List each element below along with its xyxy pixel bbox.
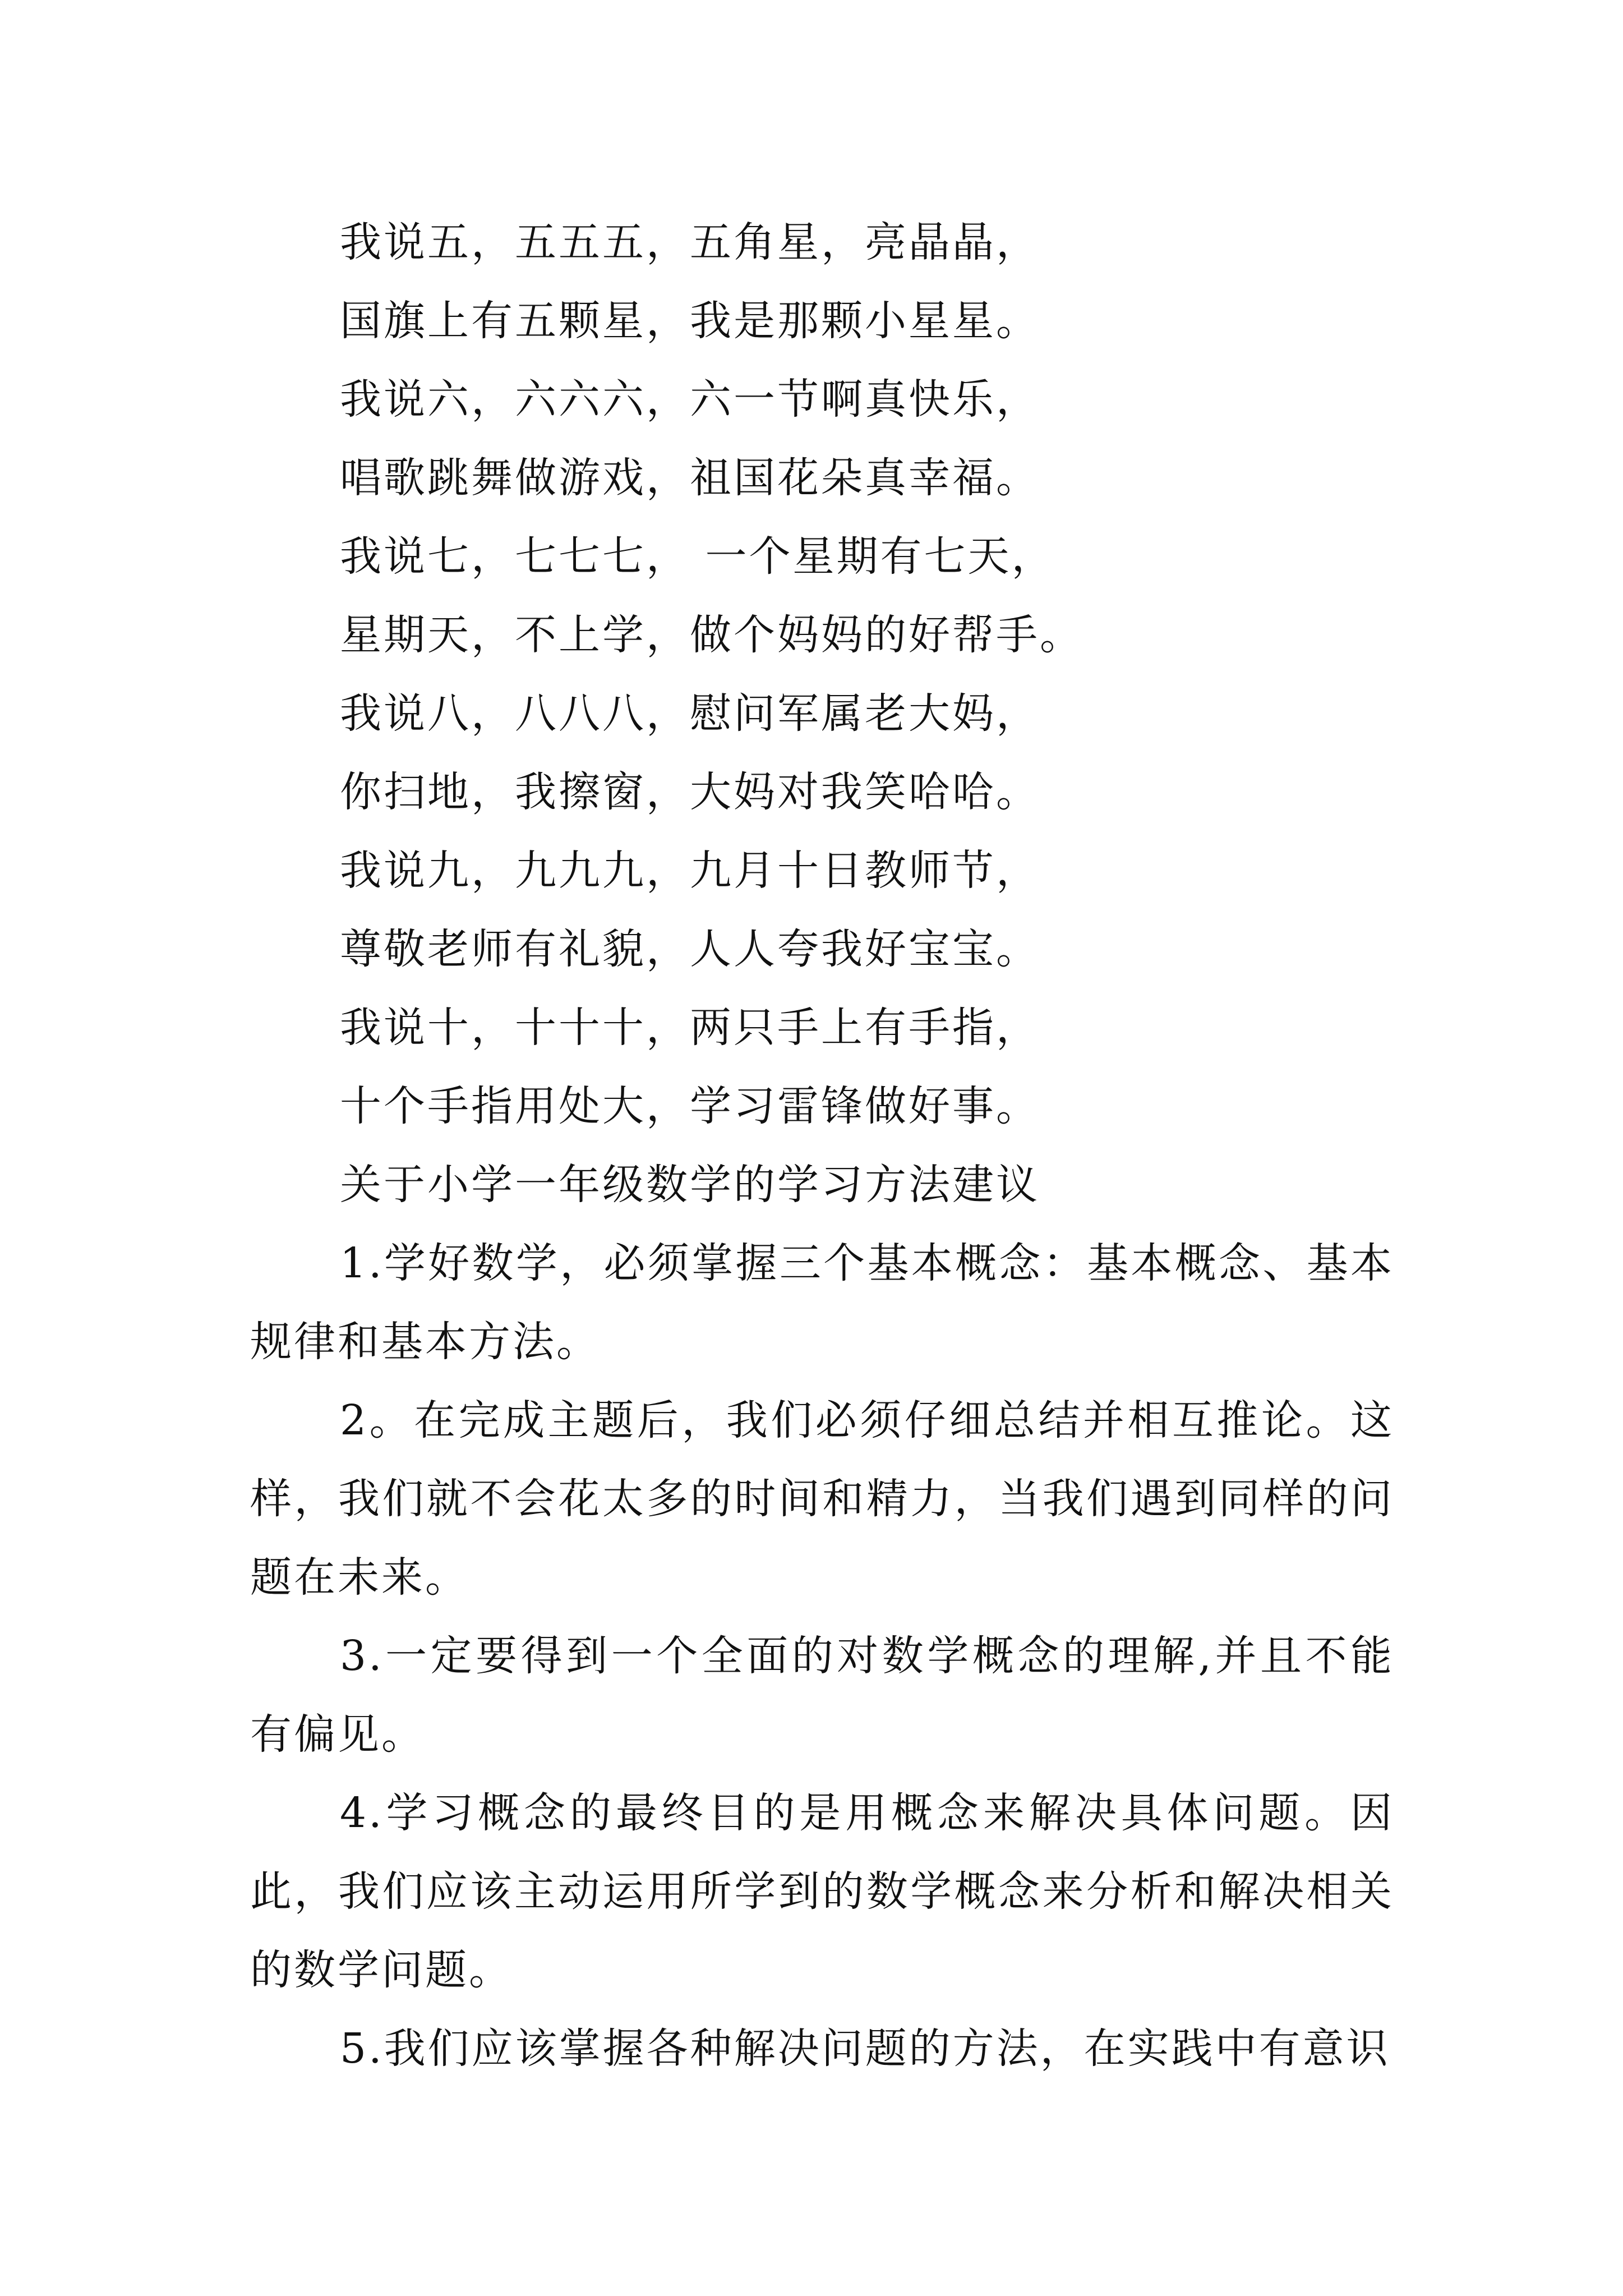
document-body [250, 203, 1394, 2088]
rhyme-block [250, 203, 1394, 1145]
paragraph-list [250, 1224, 1394, 2088]
rhyme-line: 我说七，七七七， 一个星期有七天， [340, 532, 1055, 581]
rhyme-line: 我说十，十十十，两只手上有手指， [340, 1004, 1040, 1052]
rhyme-line: 我说六，六六六，六一节啊真快乐， [340, 375, 1040, 424]
rhyme-line: 我说八，八八八，慰问军属老大妈， [340, 689, 1040, 738]
rhyme-line: 你扫地，我擦窗，大妈对我笑哈哈。 [340, 768, 1040, 816]
paragraph: 3.一定要得到一个全面的对数学概念的理解,并且不能有偏见。 [250, 1632, 1394, 1759]
paragraph: 4.学习概念的最终目的是用概念来解决具体问题。因此，我们应该主动运用所学到的数学概念来分析和解决相关的数学问题。 [250, 1789, 1394, 1994]
paragraph: 5.我们应该掌握各种解决问题的方法，在实践中有意识 [340, 2024, 1390, 2073]
rhyme-line: 唱歌跳舞做游戏，祖国花朵真幸福。 [340, 454, 1040, 502]
rhyme-line: 国旗上有五颗星，我是那颗小星星。 [340, 297, 1040, 345]
rhyme-line: 十个手指用处大，学习雷锋做好事。 [340, 1082, 1040, 1130]
rhyme-line: 星期天，不上学，做个妈妈的好帮手。 [340, 611, 1083, 659]
rhyme-line: 尊敬老师有礼貌，人人夸我好宝宝。 [340, 925, 1040, 973]
paragraph: 1.学好数学，必须掌握三个基本概念：基本概念、基本规律和基本方法。 [250, 1239, 1394, 1366]
rhyme-line: 我说五，五五五，五角星，亮晶晶， [340, 218, 1040, 266]
paragraph: 2。在完成主题后，我们必须仔细总结并相互推论。这样，我们就不会花太多的时间和精力，当我们遇到同样的问题在未来。 [250, 1396, 1394, 1602]
rhyme-line: 我说九，九九九，九月十日教师节， [340, 846, 1040, 895]
section-heading: 关于小学一年级数学的学习方法建议 [340, 1161, 1040, 1209]
